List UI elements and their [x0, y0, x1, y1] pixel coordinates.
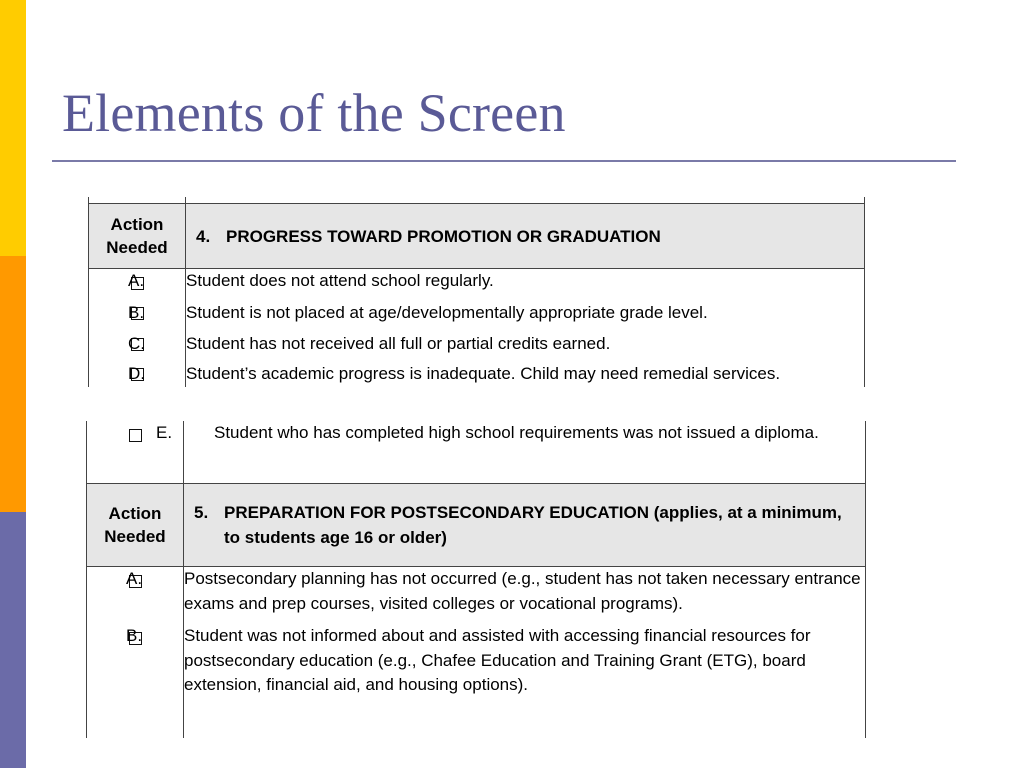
item-text: Student’s academic progress is inadequate. Child may need remedial services.: [186, 364, 781, 383]
item-text: Student was not informed about and assisted with accessing financial resources for postsecondary education (e.g., Chafee Education and Training Grant (ETG), board extension, financial aid, and housing options).: [184, 626, 811, 694]
action-needed-label-line2: Needed: [106, 238, 168, 257]
section-4-title-text: PROGRESS TOWARD PROMOTION OR GRADUATION: [226, 226, 661, 246]
accent-bar-orange: [0, 256, 26, 512]
item-text: Student who has completed high school requirements was not issued a diploma.: [214, 423, 819, 442]
action-needed-header: [87, 484, 184, 567]
item-text: Student has not received all full or partial credits earned.: [186, 333, 611, 353]
table-row: [89, 326, 865, 357]
section-5-number: 5.: [194, 503, 209, 522]
checkbox-4e[interactable]: [129, 429, 142, 442]
item-letter: C.: [128, 333, 145, 353]
section-5-title-bold: PREPARATION FOR POSTSECONDARY EDUCATION: [224, 503, 650, 522]
item-letter: A.: [126, 569, 143, 588]
section-5-table: [86, 421, 866, 738]
table-row: [87, 624, 866, 738]
item-text: Student is not placed at age/developmentally appropriate grade level.: [186, 303, 708, 322]
title-divider: [52, 160, 956, 162]
item-letter: A.: [128, 271, 145, 290]
item-text: Postsecondary planning has not occurred (e.g., student has not taken necessary entrance exams and prep courses, visited colleges or vocational programs).: [184, 569, 861, 613]
section-4-header: [89, 204, 865, 269]
section-5-title-rest: (applies, at a minimum, to students age 16 or older): [224, 503, 842, 547]
section-4-table: [88, 197, 865, 387]
section-5-header: [87, 484, 866, 567]
item-letter: B.: [128, 303, 145, 322]
accent-bar-yellow: [0, 0, 26, 256]
table-row: [89, 295, 865, 326]
table-row: [87, 421, 866, 484]
table-row: [87, 567, 866, 625]
item-text: Student does not attend school regularly.: [186, 271, 494, 290]
section-4-title: [186, 224, 864, 249]
action-needed-label-line1: Action: [110, 215, 164, 234]
action-needed-label-line2: Needed: [104, 527, 166, 546]
action-needed-label-line1: Action: [108, 504, 162, 523]
slide-title: Elements of the Screen: [62, 83, 566, 143]
table-row: [89, 269, 865, 296]
accent-bar-purple: [0, 512, 26, 768]
action-needed-header: [89, 204, 186, 269]
item-letter: E.: [156, 423, 173, 442]
section-4-number: 4.: [196, 226, 211, 246]
table-row: [89, 356, 865, 387]
section-5-title: [184, 500, 865, 550]
item-letter: B.: [126, 626, 143, 645]
item-letter: D.: [128, 364, 145, 383]
